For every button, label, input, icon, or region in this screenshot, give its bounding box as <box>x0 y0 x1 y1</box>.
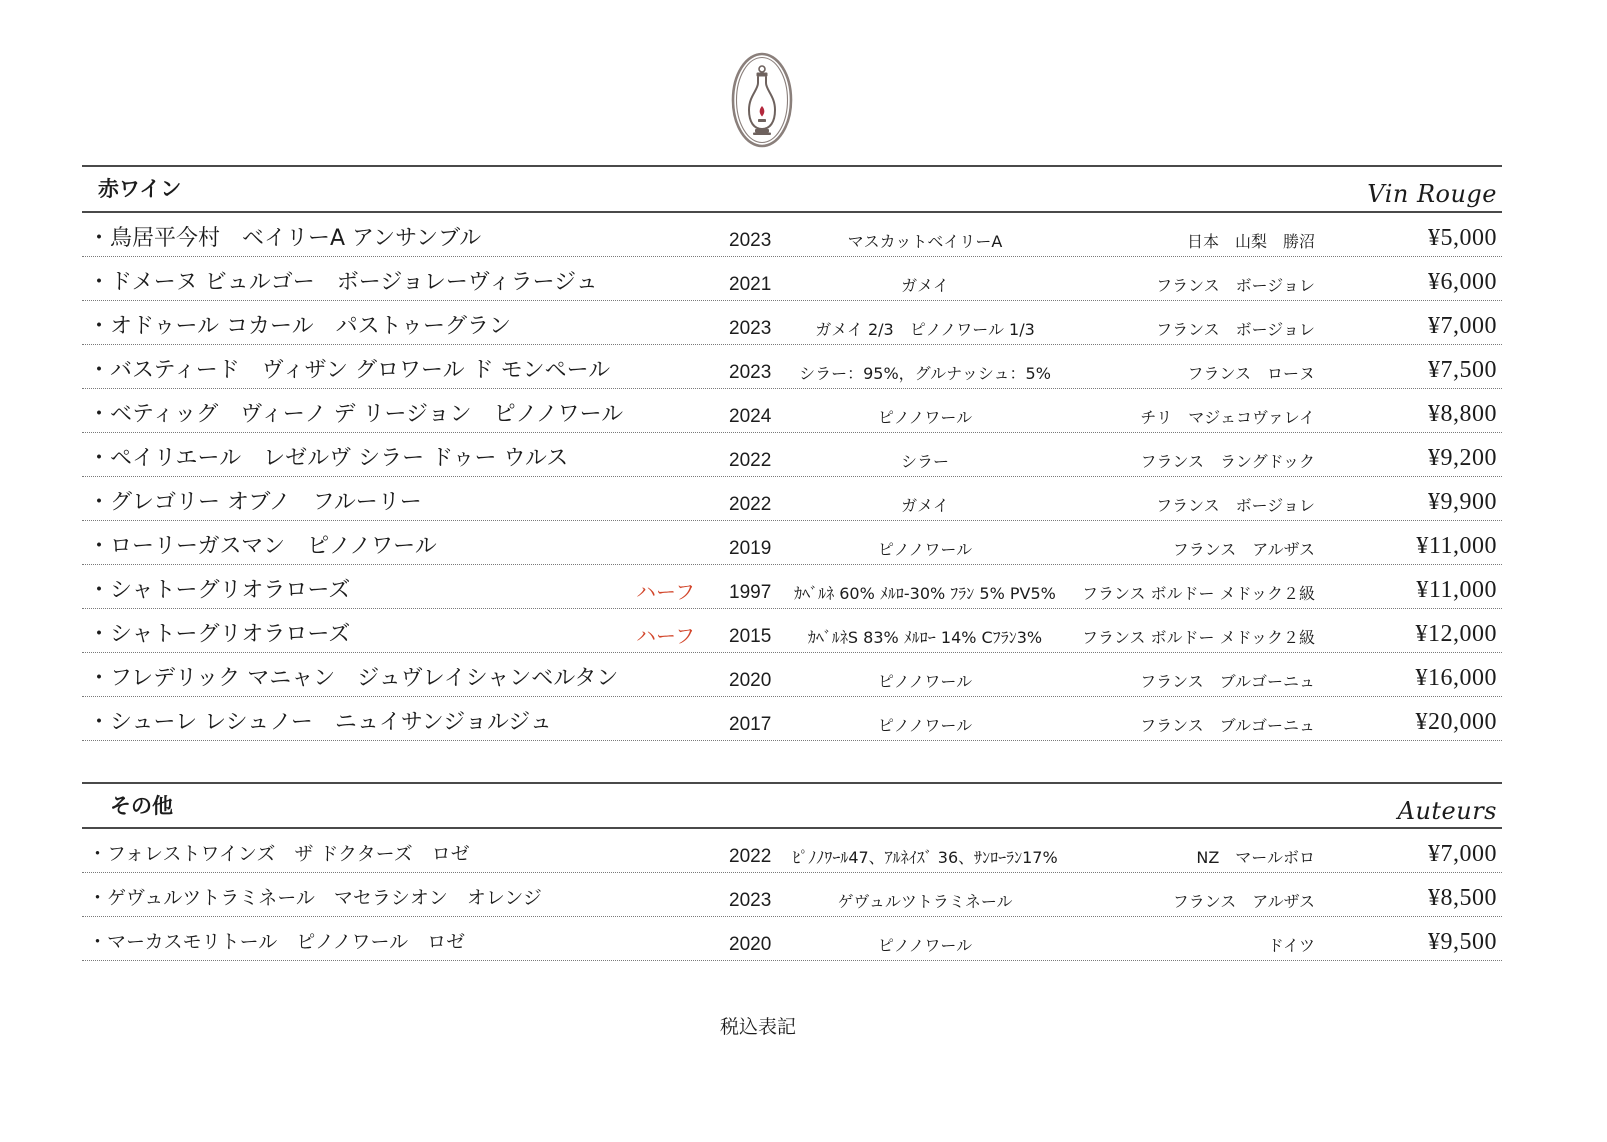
wine-vintage: 2023 <box>729 362 772 383</box>
wine-name: ・グレゴリー オブノ フルーリー <box>88 490 422 515</box>
wine-name: ・シューレ レシュノー ニュイサンジョルジュ <box>88 710 552 735</box>
wine-grape: ガメイ 2/3 ピノノワール 1/3 <box>815 320 1035 339</box>
wine-name: ・ドメーヌ ビュルゴー ボージョレーヴィラージュ <box>88 270 598 295</box>
wine-row <box>82 609 1502 653</box>
wine-price: ¥7,000 <box>1428 841 1497 867</box>
wine-price: ¥7,500 <box>1428 357 1497 383</box>
wine-price: ¥11,000 <box>1416 577 1497 603</box>
wine-price: ¥6,000 <box>1428 269 1497 295</box>
wine-name: ・ローリーガスマン ピノノワール <box>88 534 437 559</box>
wine-region: フランス ボージョレ <box>1156 496 1315 515</box>
wine-grape: ガメイ <box>901 496 949 515</box>
wine-row <box>82 521 1502 565</box>
wine-region: 日本 山梨 勝沼 <box>1186 232 1315 251</box>
wine-price: ¥9,500 <box>1428 929 1497 955</box>
wine-vintage: 2022 <box>729 450 772 471</box>
wine-grape: シラー <box>900 452 949 471</box>
wine-name: ・オドゥール コカール パストゥーグラン <box>88 314 512 339</box>
lantern-icon <box>727 50 797 150</box>
wine-row <box>82 829 1502 873</box>
wine-region: フランス ローヌ <box>1187 364 1315 383</box>
wine-price: ¥5,000 <box>1428 225 1497 251</box>
wine-price: ¥9,200 <box>1428 445 1497 471</box>
wine-row <box>82 477 1502 521</box>
wine-grape: ピノノワール <box>877 936 973 955</box>
wine-row <box>82 565 1502 609</box>
wine-row <box>82 433 1502 477</box>
wine-vintage: 2023 <box>729 230 772 251</box>
wine-grape: ゲヴュルツトラミネール <box>837 892 1013 911</box>
wine-row <box>82 653 1502 697</box>
wine-row <box>82 213 1502 257</box>
wine-vintage: 2020 <box>729 670 772 691</box>
wine-grape: マスカットベイリーA <box>847 232 1003 251</box>
wine-region: フランス アルザス <box>1172 892 1315 911</box>
wine-row <box>82 873 1502 917</box>
wine-grape: ガメイ <box>901 276 949 295</box>
half-bottle-label: ハーフ <box>636 624 695 648</box>
wine-name: ・フレデリック マニャン ジュヴレイシャンベルタン <box>88 666 619 691</box>
wine-grape: ﾋﾟﾉﾉﾜｰﾙ47、ｱﾙﾈｲｽﾞ 36、ｻﾝﾛｰﾗﾝ17% <box>792 848 1058 867</box>
wine-name: ・マーカスモリトール ピノノワール ロゼ <box>88 931 466 953</box>
wine-vintage: 2022 <box>729 846 772 867</box>
wine-grape: ピノノワール <box>877 672 973 691</box>
wine-row <box>82 301 1502 345</box>
half-bottle-label: ハーフ <box>636 580 695 604</box>
wine-row <box>82 389 1502 433</box>
wine-name: ・ベティッグ ヴィーノ デ リージョン ピノノワール <box>88 402 624 427</box>
section-subtitle: Auteurs <box>1397 797 1497 825</box>
logo <box>727 50 797 150</box>
wine-name: ・フォレストワインズ ザ ドクターズ ロゼ <box>88 843 470 865</box>
section-title: その他 <box>110 794 173 818</box>
wine-grape: ｶﾍﾞﾙﾈ 60% ﾒﾙﾛ-30% ﾌﾗﾝ 5% PV5% <box>794 584 1056 603</box>
wine-vintage: 2019 <box>729 538 772 559</box>
wine-price: ¥7,000 <box>1428 313 1497 339</box>
wine-region: ドイツ <box>1267 936 1315 955</box>
wine-price: ¥20,000 <box>1415 709 1497 735</box>
wine-vintage: 2015 <box>729 626 772 647</box>
wine-price: ¥12,000 <box>1415 621 1497 647</box>
other-wine-section <box>82 782 1502 961</box>
wine-region: フランス アルザス <box>1172 540 1315 559</box>
section-header <box>82 782 1502 829</box>
wine-vintage: 2024 <box>729 406 772 427</box>
wine-region: フランス ラングドック <box>1140 452 1315 471</box>
wine-region: フランス ブルゴーニュ <box>1140 672 1315 691</box>
wine-price: ¥11,000 <box>1416 533 1497 559</box>
wine-price: ¥16,000 <box>1415 665 1497 691</box>
wine-region: フランス ボルドー メドック２級 <box>1081 628 1315 647</box>
wine-vintage: 2023 <box>729 318 772 339</box>
wine-region: フランス ボージョレ <box>1156 320 1315 339</box>
wine-row <box>82 697 1502 741</box>
wine-region: チリ マジェコヴァレイ <box>1140 408 1315 427</box>
wine-name: ・ペイリエール レゼルヴ シラー ドゥー ウルス <box>88 446 569 471</box>
section-subtitle: Vin Rouge <box>1367 180 1497 208</box>
wine-region: フランス ブルゴーニュ <box>1140 716 1315 735</box>
wine-grape: ピノノワール <box>877 540 973 559</box>
wine-row <box>82 257 1502 301</box>
wine-price: ¥9,900 <box>1428 489 1497 515</box>
wine-name: ・バスティード ヴィザン グロワール ド モンペール <box>88 358 611 383</box>
wine-name: ・鳥居平今村 ベイリーA アンサンブル <box>88 226 482 251</box>
red-wine-section <box>82 165 1502 741</box>
wine-grape: ｶﾍﾞﾙﾈS 83% ﾒﾙﾛｰ 14% Cﾌﾗﾝ3% <box>807 628 1043 647</box>
wine-name: ・ゲヴュルツトラミネール マセラシオン オレンジ <box>88 887 542 909</box>
wine-vintage: 2023 <box>729 890 772 911</box>
wine-grape: ピノノワール <box>877 716 973 735</box>
wine-vintage: 2022 <box>729 494 772 515</box>
section-title: 赤ワイン <box>98 177 182 201</box>
section-header <box>82 165 1502 213</box>
tax-included-note: 税込表記 <box>719 1016 796 1038</box>
wine-vintage: 2020 <box>729 934 772 955</box>
wine-row <box>82 917 1502 961</box>
wine-region: フランス ボルドー メドック２級 <box>1081 584 1315 603</box>
wine-price: ¥8,800 <box>1428 401 1497 427</box>
wine-row <box>82 345 1502 389</box>
wine-grape: シラー：95%，グルナッシュ：5% <box>799 364 1051 383</box>
wine-name: ・シャトーグリオラローズ <box>88 622 351 647</box>
wine-vintage: 2021 <box>729 274 772 295</box>
wine-price: ¥8,500 <box>1428 885 1497 911</box>
wine-vintage: 2017 <box>729 714 772 735</box>
wine-region: NZ マールボロ <box>1196 848 1315 867</box>
wine-grape: ピノノワール <box>877 408 973 427</box>
wine-vintage: 1997 <box>729 582 772 603</box>
wine-name: ・シャトーグリオラローズ <box>88 578 351 603</box>
wine-region: フランス ボージョレ <box>1156 276 1315 295</box>
